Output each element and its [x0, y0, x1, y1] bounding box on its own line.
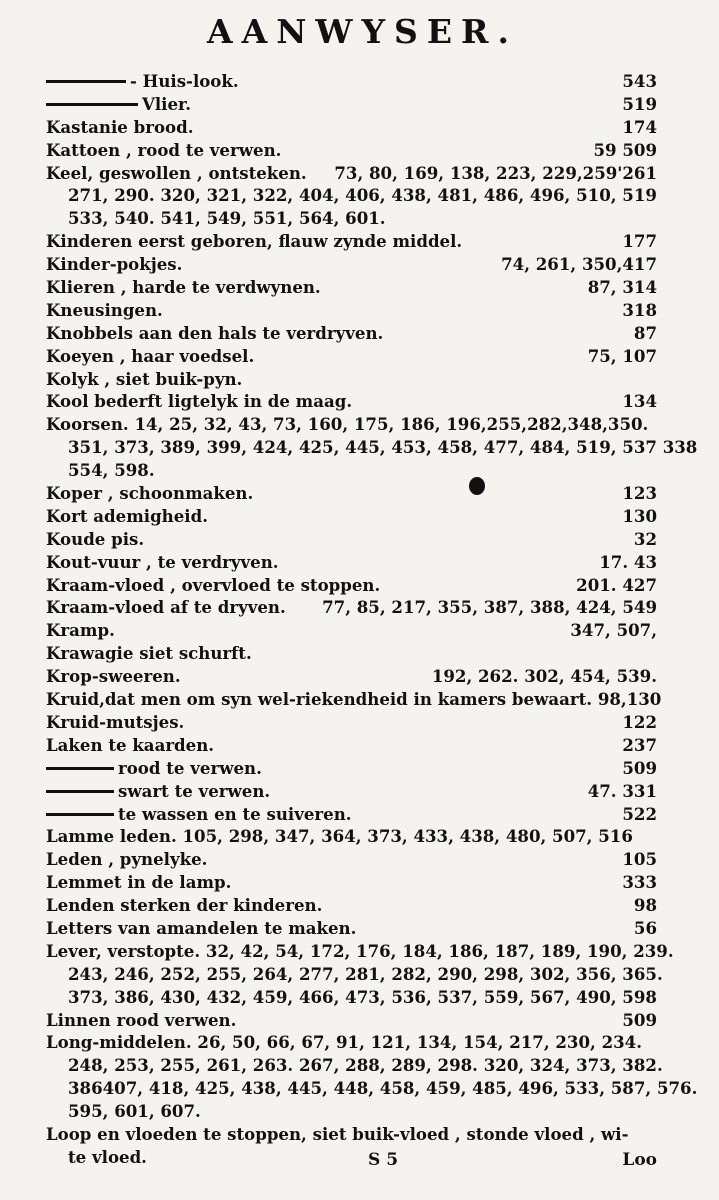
- entry-pages: 543: [622, 71, 657, 91]
- ditto-dash: [46, 790, 114, 793]
- entry-pages: 73, 80, 169, 138, 223, 229,259'261: [334, 162, 657, 183]
- entry-text: Kattoen , rood te verwen.: [46, 139, 282, 160]
- entry-pages: 519: [622, 93, 657, 114]
- entry-text: swart te verwen.: [118, 780, 271, 801]
- entry-text: Kinderen eerst geboren, flauw zynde middel.: [46, 231, 463, 252]
- entry-text: 386407, 418, 425, 438, 445, 448, 458, 459, 485, 496, 533, 587, 576.: [68, 1078, 698, 1099]
- index-entry: [46, 848, 657, 871]
- entry-pages: 87, 314: [587, 277, 657, 298]
- entry-text: Krawagie siet schurft.: [46, 643, 252, 664]
- index-entry: [46, 596, 657, 619]
- entry-pages: 77, 85, 217, 355, 387, 388, 424, 549: [322, 597, 657, 618]
- index-entry: [46, 757, 657, 780]
- entry-text: Koude pis.: [46, 528, 145, 549]
- entry-text: Kolyk , siet buik-pyn.: [46, 368, 243, 389]
- index-list: [46, 70, 698, 1169]
- entry-text: - Huis-look.: [130, 71, 239, 91]
- entry-text: Krop-sweeren.: [46, 666, 181, 687]
- index-entry: [46, 1031, 657, 1054]
- index-entry: [46, 894, 657, 917]
- index-entry: [46, 70, 657, 93]
- index-entry: [46, 116, 657, 139]
- index-entry: [46, 322, 657, 345]
- signature-mark: S 5: [368, 1150, 399, 1170]
- entry-text: Kout-vuur , te verdryven.: [46, 551, 279, 572]
- entry-pages: 87: [633, 322, 657, 343]
- entry-pages: 177: [622, 231, 657, 252]
- ditto-dash: [46, 103, 138, 106]
- entry-text: 595, 601, 607.: [68, 1101, 201, 1122]
- entry-text: Kool bederft ligtelyk in de maag.: [46, 391, 353, 412]
- entry-pages: 318: [622, 299, 657, 320]
- index-entry: [46, 871, 657, 894]
- entry-pages: 56: [633, 917, 657, 938]
- entry-text: 373, 386, 430, 432, 459, 466, 473, 536, 537, 559, 567, 490, 598: [68, 986, 657, 1007]
- index-entry: [46, 940, 674, 963]
- entry-pages: 333: [622, 872, 657, 893]
- index-continuation-line: [46, 436, 698, 459]
- entry-text: Kraam-vloed , overvloed te stoppen.: [46, 574, 381, 595]
- index-entry: [46, 139, 657, 162]
- entry-text: Kinder-pokjes.: [46, 254, 183, 275]
- entry-text: Laken te kaarden.: [46, 734, 215, 755]
- entry-text: Klieren , harde te verdwynen.: [46, 277, 321, 298]
- entry-pages: 74, 261, 350,417: [501, 254, 657, 275]
- index-entry: [46, 345, 657, 368]
- entry-text: Koper , schoonmaken.: [46, 483, 254, 504]
- entry-pages: 105: [622, 849, 657, 870]
- index-continuation-line: [46, 1077, 698, 1100]
- catchword: Loo: [622, 1150, 657, 1170]
- entry-text: Kort ademigheid.: [46, 505, 208, 526]
- entry-text: te vloed.: [68, 1146, 147, 1167]
- index-entry: [46, 711, 657, 734]
- entry-pages: 122: [622, 711, 657, 732]
- entry-pages: 47. 331: [587, 780, 657, 801]
- ditto-dash: [46, 80, 126, 83]
- index-entry: [46, 917, 657, 940]
- entry-text: Kneusingen.: [46, 299, 163, 320]
- entry-text: 243, 246, 252, 255, 264, 277, 281, 282, 290, 298, 302, 356, 365.: [68, 963, 663, 984]
- entry-pages: 509: [622, 1009, 657, 1030]
- index-entry: [46, 1009, 657, 1032]
- index-continuation-line: [46, 459, 657, 482]
- entry-text: 271, 290. 320, 321, 322, 404, 406, 438, 481, 486, 496, 510, 519: [68, 185, 657, 206]
- entry-text: Koeyen , haar voedsel.: [46, 345, 255, 366]
- index-entry: [46, 528, 657, 551]
- entry-text: Long-middelen. 26, 50, 66, 67, 91, 121, 134, 154, 217, 230, 234.: [46, 1032, 642, 1053]
- index-entry: [46, 482, 657, 505]
- entry-pages: 134: [622, 391, 657, 412]
- index-entry: [46, 390, 657, 413]
- index-entry: [46, 780, 657, 803]
- entry-text: Koorsen. 14, 25, 32, 43, 73, 160, 175, 186, 196,255,282,348,350.: [46, 414, 649, 435]
- entry-pages: 130: [622, 505, 657, 526]
- entry-text: te wassen en te suiveren.: [118, 803, 352, 824]
- entry-text: Lemmet in de lamp.: [46, 872, 232, 893]
- ditto-dash: [46, 813, 114, 816]
- index-entry: [46, 93, 657, 116]
- index-entry: [46, 413, 657, 436]
- index-entry: [46, 665, 657, 688]
- entry-pages: 192, 262. 302, 454, 539.: [431, 666, 657, 687]
- entry-text: Letters van amandelen te maken.: [46, 917, 357, 938]
- entry-pages: 174: [622, 116, 657, 137]
- entry-text: Knobbels aan den hals te verdryven.: [46, 322, 384, 343]
- page-footer: [0, 1142, 719, 1170]
- ink-blot: [469, 477, 485, 495]
- entry-text: rood te verwen.: [118, 757, 262, 778]
- entry-pages: 509: [622, 757, 657, 778]
- entry-text: Keel, geswollen , ontsteken.: [46, 162, 307, 183]
- entry-pages: 32: [633, 528, 657, 549]
- index-entry: [46, 162, 657, 185]
- entry-text: Vlier.: [142, 93, 192, 114]
- entry-text: Lever, verstopte. 32, 42, 54, 172, 176, 184, 186, 187, 189, 190, 239.: [46, 940, 674, 961]
- entry-text: Kruid,dat men om syn wel-riekendheid in kamers bewaart. 98,130: [46, 689, 662, 710]
- index-entry: [46, 230, 657, 253]
- entry-text: Kraam-vloed af te dryven.: [46, 597, 286, 618]
- entry-text: Lenden sterken der kinderen.: [46, 895, 323, 916]
- index-entry: [46, 642, 657, 665]
- index-entry: [46, 574, 657, 597]
- index-continuation-line: [46, 207, 657, 230]
- index-entry: [46, 688, 662, 711]
- entry-pages: 522: [622, 803, 657, 824]
- index-entry: [46, 619, 657, 642]
- index-entry: [46, 734, 657, 757]
- entry-pages: 347, 507,: [570, 620, 657, 641]
- index-entry: [46, 505, 657, 528]
- entry-pages: 17. 43: [599, 551, 657, 572]
- index-continuation-line: [46, 184, 657, 207]
- entry-text: Lamme leden. 105, 298, 347, 364, 373, 433, 438, 480, 507, 516: [46, 826, 633, 847]
- page-header: AANWYSER.: [207, 12, 518, 51]
- index-entry: [46, 551, 657, 574]
- entry-text: Kruid-mutsjes.: [46, 711, 185, 732]
- index-continuation-line: [46, 963, 663, 986]
- index-entry: [46, 276, 657, 299]
- entry-pages: 201. 427: [576, 574, 657, 595]
- index-entry: [46, 825, 657, 848]
- entry-pages: 237: [622, 734, 657, 755]
- entry-pages: 59 509: [593, 139, 657, 160]
- index-entry: [46, 803, 657, 826]
- entry-text: Kastanie brood.: [46, 116, 194, 137]
- entry-text: Kramp.: [46, 620, 115, 641]
- entry-pages: 75, 107: [587, 345, 657, 366]
- index-continuation-line: [46, 1054, 663, 1077]
- entry-text: Loop en vloeden te stoppen, siet buik-vloed , stonde vloed , wi-: [46, 1123, 629, 1144]
- entry-text: 351, 373, 389, 399, 424, 425, 445, 453, 458, 477, 484, 519, 537 338: [68, 437, 698, 458]
- entry-text: Linnen rood verwen.: [46, 1009, 237, 1030]
- entry-text: 533, 540. 541, 549, 551, 564, 601.: [68, 208, 386, 229]
- ditto-dash: [46, 767, 114, 770]
- entry-text: 554, 598.: [68, 460, 155, 481]
- entry-pages: 123: [622, 483, 657, 504]
- index-entry: [46, 299, 657, 322]
- index-entry: [46, 253, 657, 276]
- entry-text: Leden , pynelyke.: [46, 849, 208, 870]
- entry-pages: 98: [633, 895, 657, 916]
- index-continuation-line: [46, 986, 657, 1009]
- entry-text: 248, 253, 255, 261, 263. 267, 288, 289, 298. 320, 324, 373, 382.: [68, 1055, 663, 1076]
- index-continuation-line: [46, 1100, 657, 1123]
- index-entry: [46, 368, 657, 391]
